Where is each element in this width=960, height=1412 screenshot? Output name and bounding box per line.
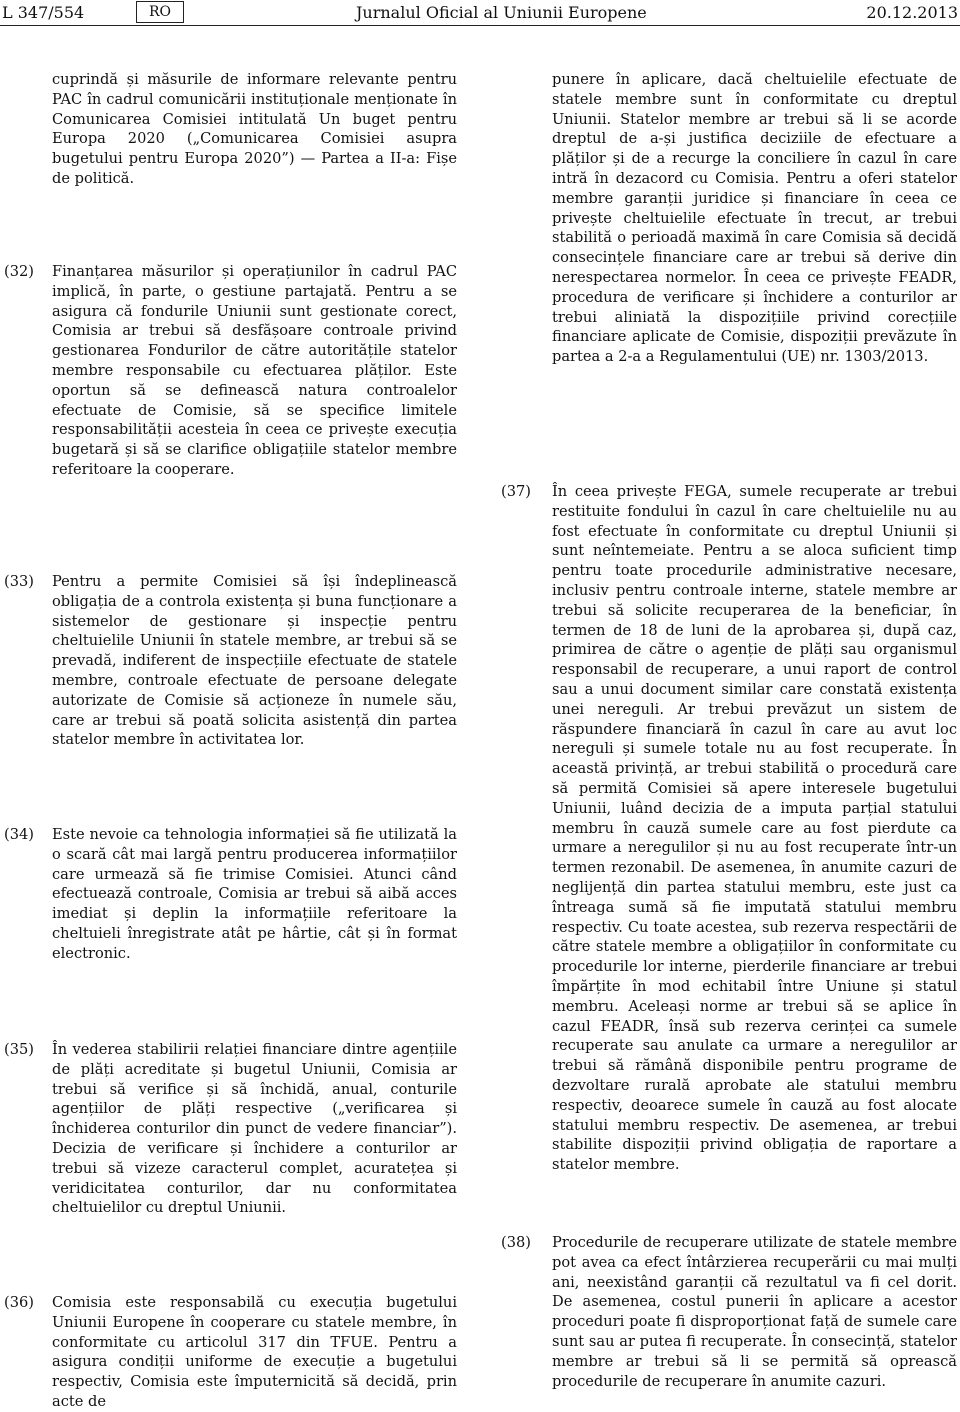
recital-35-text: În vederea stabilirii relației financiare dintre agențiile de plăți acreditate și bugetul Uniunii, Comisia ar trebui să verifice și să închidă, anual, conturile agențiilor de plăți respective („verificarea și închiderea conturilor din punct de vedere financiar”). Decizia de verificare și închidere a conturilor ar trebui să vizeze caracterul complet, acuratețea și veridicitatea conturilor, dar nu conformitatea cheltuielilor cu dreptul Uniunii. bbox=[52, 1041, 457, 1217]
journal-title: Jurnalul Oficial al Uniunii Europene bbox=[356, 3, 647, 22]
recital-number-35: (35) bbox=[4, 1041, 34, 1058]
recital-34-text: Este nevoie ca tehnologia informației să fie utilizată la o scară cât mai largă pentru producerea informațiilor care urmează să fie trimise Comisiei. Atunci când efectuează controale, Comisia ar trebui să aibă acces imediat și deplin la informațiile referitoare la cheltuieli înregistrate atât pe hârtie, cât și în format electronic. bbox=[52, 826, 457, 962]
recital-36-continuation: punere în aplicare, dacă cheltuielile efectuate de statele membre sunt în conformitate cu dreptul Uniunii. Statelor membre ar trebui să li se acorde dreptul de a-și justifica deciziile de efectuare a plăților și de a recurge la conciliere în cazul în care intră în dezacord cu Comisia. Pentru a oferi statelor membre garanții juridice și financiare în ceea ce privește cheltuielile efectuate în trecut, ar trebui stabilită o perioadă maximă în care Comisia să decidă consecințele financiare care ar trebui să derive din nerespectarea normelor. În ceea ce privește FEADR, procedura de verificare și închidere a conturilor ar trebui aliniată la dispozițiile privind corecțiile financiare aplicate de Comisie, dispoziții prevăzute în partea a 2-a a Regulamentului (UE) nr. 1303/2013. bbox=[552, 71, 957, 366]
recital-37-text: În ceea privește FEGA, sumele recuperate ar trebui restituite fondului în cazul în care cheltuielile nu au fost efectuate în conformitate cu dreptul Uniunii și sunt neîntemeiate. Pentru a se aloca suficient timp pentru toate procedurile administrative necesare, inclusiv pentru controale interne, statele membre ar trebui să solicite recuperarea de la beneficiar, în termen de 18 de luni de la aprobarea și, după caz, primirea de către o agenție de plăți sau organismul responsabil de recuperare, a unui raport de control sau a unui document similar care constată existența unei nereguli. Ar trebui prevăzut un sistem de răspundere financiară în cazul în care au avut loc nereguli și sumele totale nu au fost recuperate. În această privință, ar trebui stabilită o procedură care să permită Comisiei să apere interesele bugetului Uniunii, luând decizia de a imputa parțial statului membru în cauză sumele care au fost pierdute ca urmare a neregulilor și nu au fost recuperate într-un termen rezonabil. De asemenea, în anumite cazuri de neglijență din partea statului membru, este just ca întreaga sumă să fie imputată statului membru respectiv. Cu toate acestea, sub rezerva respectării de către statele membre a obligațiilor în conformitate cu procedurile lor interne, pierderile financiare ar trebui împărțite în mod echitabil între Uniune și statul membru. Aceleași norme ar trebui să se aplice în cazul FEADR, însă sub rezerva cerinței ca sumele recuperate sau anulate ca urmare a neregulilor ar trebui să rămână disponibile pentru programe de dezvoltare rurală aprobate ale statului membru respectiv, deoarece sumele în cauză au fost alocate statului membru respectiv. De asemenea, ar trebui stabilite dispoziții privind obligația de raportare a statelor membre. bbox=[552, 483, 957, 1174]
recital-number-38: (38) bbox=[501, 1234, 531, 1251]
recital-36-text: Comisia este responsabilă cu execuția bugetului Uniunii Europene în cooperare cu statele membre, în conformitate cu articolul 317 din TFUE. Pentru a asigura condiții uniforme de execuție a bugetului respectiv, Comisia este împuternicită să decidă, prin acte de bbox=[52, 1294, 457, 1410]
recital-number-32: (32) bbox=[4, 263, 34, 280]
recital-38-text: Procedurile de recuperare utilizate de statele membre pot avea ca efect întârzierea recuperării cu mai mulți ani, neexistând garanții că rezultatul va fi cel dorit. De asemenea, costul punerii în aplicare a acestor proceduri poate fi disproporționat față de sumele care sunt sau ar putea fi recuperate. În consecință, statelor membre ar trebui să li se permită să oprească procedurile de recuperare în anumite cazuri. bbox=[552, 1234, 957, 1390]
recital-32-text: Finanțarea măsurilor și operațiunilor în cadrul PAC implică, în parte, o gestiune partajată. Pentru a se asigura că fondurile Uniunii sunt gestionate corect, Comisia ar trebui să desfășoare controale privind gestionarea Fondurilor de către autoritățile statelor membre responsabile cu efectuarea plăților. Este oportun să se definească natura controalelor efectuate de Comisie, să se specifice limitele responsabilității acesteia în ceea ce privește execuția bugetară și să se clarifice obligațiile statelor membre referitoare la cooperare. bbox=[52, 263, 457, 478]
recital-number-37: (37) bbox=[501, 483, 531, 500]
page-header bbox=[0, 0, 960, 26]
recital-33-text: Pentru a permite Comisiei să își îndeplinească obligația de a controla existența și buna funcționare a sistemelor de gestionare și inspecție pentru cheltuielile Uniunii în statele membre, ar trebui să se prevadă, indiferent de inspecțiile efectuate de statele membre, controale efectuate de persoane delegate autorizate de Comisie să acționeze în numele său, care ar trebui să poată solicita asistență din partea statelor membre în activitatea lor. bbox=[52, 573, 457, 749]
left-intro-paragraph: cuprindă și măsurile de informare relevante pentru PAC în cadrul comunicării instituționale menționate în Comunicarea Comisiei intitulată Un buget pentru Europa 2020 („Comunicarea Comisiei asupra bugetului pentru Europa 2020”) — Partea a II-a: Fișe de politică. bbox=[52, 71, 457, 187]
publication-date: 20.12.2013 bbox=[866, 3, 958, 22]
language-badge: RO bbox=[136, 1, 184, 23]
page-reference: L 347/554 bbox=[2, 3, 85, 22]
recital-number-34: (34) bbox=[4, 826, 34, 843]
recital-number-33: (33) bbox=[4, 573, 34, 590]
header-rule bbox=[0, 25, 960, 26]
recital-number-36: (36) bbox=[4, 1294, 34, 1311]
